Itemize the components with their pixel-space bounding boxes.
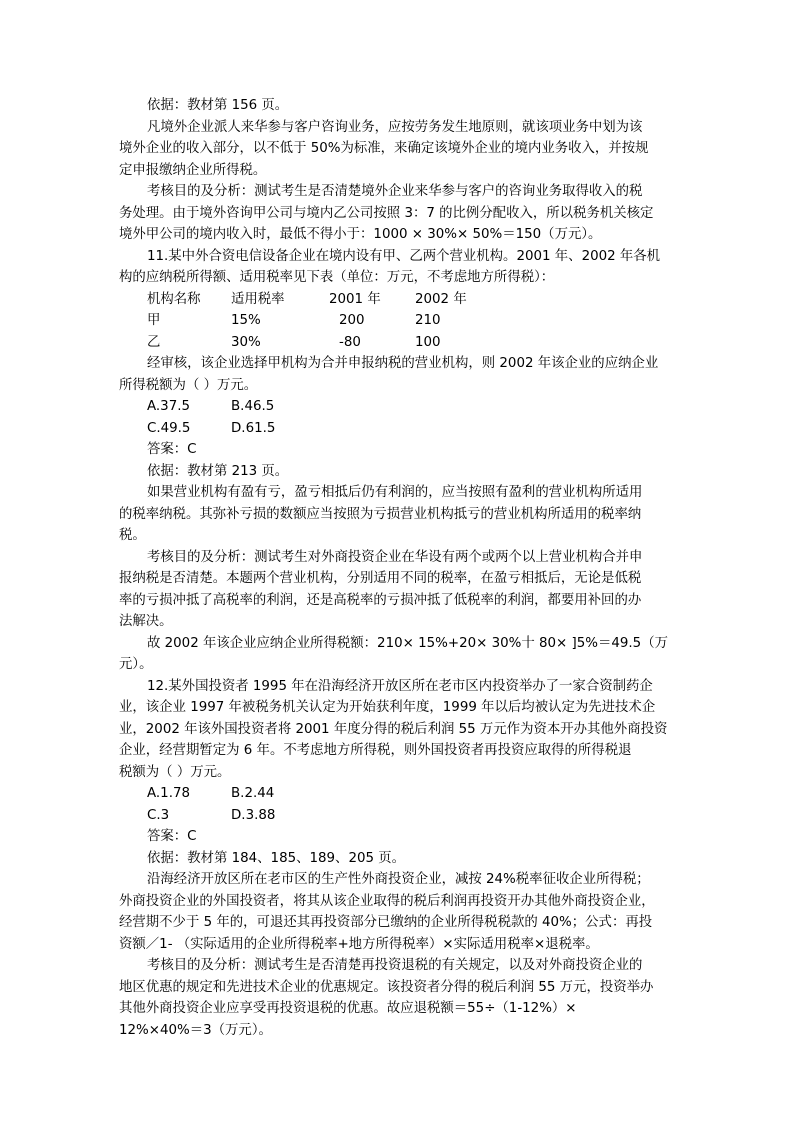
table-cell: 100 xyxy=(415,334,441,350)
option-row xyxy=(119,418,675,440)
document-body xyxy=(119,95,675,1041)
text-line: 依据：教材第 156 页。 xyxy=(147,98,289,113)
text-line: 的税率纳税。其弥补亏损的数额应当按照为亏损营业机构抵亏的营业机构所适用的税率纳 xyxy=(119,506,642,522)
table-cell: 甲 xyxy=(147,313,161,328)
question-12-options xyxy=(119,783,675,826)
table-cell: 30% xyxy=(231,334,261,350)
text-line: 依据：教材第 213 页。 xyxy=(147,463,289,479)
text-line: 资额／1- （实际适用的企业所得税率+地方所得税率）×实际适用税率×退税率。 xyxy=(119,936,599,952)
option-d: D.3.88 xyxy=(231,807,276,823)
question-11-text xyxy=(119,353,675,396)
text-line: 构的应纳税所得额、适用税率见下表（单位：万元，不考虑地方所得税）： xyxy=(119,270,555,285)
option-d: D.61.5 xyxy=(231,420,276,436)
text-line: 元）。 xyxy=(119,657,153,672)
table-header-cell: 2002 年 xyxy=(415,291,467,307)
text-line: 务处理。由于境外咨询甲公司与境内乙公司按照 3：7 的比例分配收入，所以税务机关核定 xyxy=(119,205,654,221)
text-line: 地区优惠的规定和先进技术企业的优惠规定。该投资者分得的税后利润 55 万元，投资举办 xyxy=(119,979,654,995)
table-header-cell: 适用税率 xyxy=(231,291,285,307)
option-row xyxy=(119,805,675,827)
income-table xyxy=(119,289,675,354)
text-line: 境外企业的收入部分，以不低于 50%为标准，来确定该境外企业的境内业务收入，并按规 xyxy=(119,141,649,156)
option-c: C.3 xyxy=(147,807,170,823)
text-line: 11.某中外合资电信设备企业在境内设有甲、乙两个营业机构。2001 年、2002 年各机 xyxy=(147,248,661,264)
text-line: 企业，经营期暂定为 6 年。不考虑地方所得税，则外国投资者再投资应取得的所得税退 xyxy=(119,743,632,758)
text-line: 外商投资企业的外国投资者，将其从该企业取得的税后利润再投资开办其他外商投资企业， xyxy=(119,893,655,909)
text-line: 税额为（ ）万元。 xyxy=(119,764,231,780)
text-line: 答案：C xyxy=(147,829,197,844)
text-line: 考核目的及分析：测试考生是否清楚境外企业来华参与客户的咨询业务取得收入的税 xyxy=(147,184,643,199)
question-11-options xyxy=(119,396,675,439)
option-c: C.49.5 xyxy=(147,420,191,436)
option-b: B.46.5 xyxy=(231,399,275,414)
table-cell: 15% xyxy=(231,313,261,328)
text-line: 所得税额为（ ）万元。 xyxy=(119,377,258,393)
table-header xyxy=(119,289,675,311)
text-line: 法解决。 xyxy=(119,614,173,629)
table-header-cell: 2001 年 xyxy=(329,291,381,307)
text-line: 故 2002 年该企业应纳企业所得税额：210× 15%+20× 30%十 80× ]5%＝49.5（万 xyxy=(147,635,668,651)
text-line: 沿海经济开放区所在老市区的生产性外商投资企业，减按 24%税率征收企业所得税； xyxy=(147,872,650,887)
text-line: 凡境外企业派人来华参与客户咨询业务，应按劳务发生地原则，就该项业务中划为该 xyxy=(147,119,643,135)
text-line: 业，该企业 1997 年被税务机关认定为开始获利年度，1999 年以后均被认定为先进技术企 xyxy=(119,700,656,715)
text-line: 考核目的及分析：测试考生是否清楚再投资退税的有关规定，以及对外商投资企业的 xyxy=(147,958,643,973)
text-line: 其他外商投资企业应享受再投资退税的优惠。故应退税额＝55÷（1-12%）× xyxy=(119,1001,577,1016)
text-line: 报纳税是否清楚。本题两个营业机构，分别适用不同的税率，在盈亏相抵后，无论是低税 xyxy=(119,571,642,586)
option-a: A.1.78 xyxy=(147,786,190,801)
intro-block xyxy=(119,95,675,289)
option-row xyxy=(119,783,675,805)
option-row xyxy=(119,396,675,418)
table-header-cell: 机构名称 xyxy=(147,291,201,307)
text-line: 境外甲公司的境内收入时，最低不得小于：1000 × 30%× 50%＝150（万元）。 xyxy=(119,227,602,242)
text-line: 业，2002 年该外国投资者将 2001 年度分得的税后利润 55 万元作为资本开办其他外商投资 xyxy=(119,721,668,737)
table-cell: 210 xyxy=(415,313,441,328)
table-cell: -80 xyxy=(339,334,361,350)
question-11-answer xyxy=(119,439,675,783)
text-line: 率的亏损冲抵了高税率的利润，还是高税率的亏损冲抵了低税率的利润，都要用补回的办 xyxy=(119,592,642,608)
text-line: 考核目的及分析：测试考生对外商投资企业在华设有两个或两个以上营业机构合并申 xyxy=(147,549,643,565)
question-12-answer xyxy=(119,826,675,1041)
text-line: 如果营业机构有盈有亏，盈亏相抵后仍有利润的，应当按照有盈利的营业机构所适用 xyxy=(147,485,643,500)
text-line: 经审核，该企业选择甲机构为合并申报纳税的营业机构，则 2002 年该企业的应纳企业 xyxy=(147,356,659,371)
text-line: 答案：C xyxy=(147,442,197,457)
text-line: 税。 xyxy=(119,528,146,543)
table-row xyxy=(119,310,675,332)
table-cell: 200 xyxy=(339,313,365,328)
text-line: 定申报缴纳企业所得税。 xyxy=(119,162,267,178)
table-row xyxy=(119,332,675,354)
text-line: 依据：教材第 184、185、189、205 页。 xyxy=(147,850,406,866)
option-b: B.2.44 xyxy=(231,786,275,801)
text-line: 12.某外国投资者 1995 年在沿海经济开放区所在老市区内投资举办了一家合资制药企 xyxy=(147,678,653,694)
table-cell: 乙 xyxy=(147,334,161,350)
text-line: 经营期不少于 5 年的，可退还其再投资部分已缴纳的企业所得税税款的 40%；公式：再投 xyxy=(119,915,653,930)
text-line: 12%×40%＝3（万元）。 xyxy=(119,1022,272,1038)
option-a: A.37.5 xyxy=(147,399,190,414)
